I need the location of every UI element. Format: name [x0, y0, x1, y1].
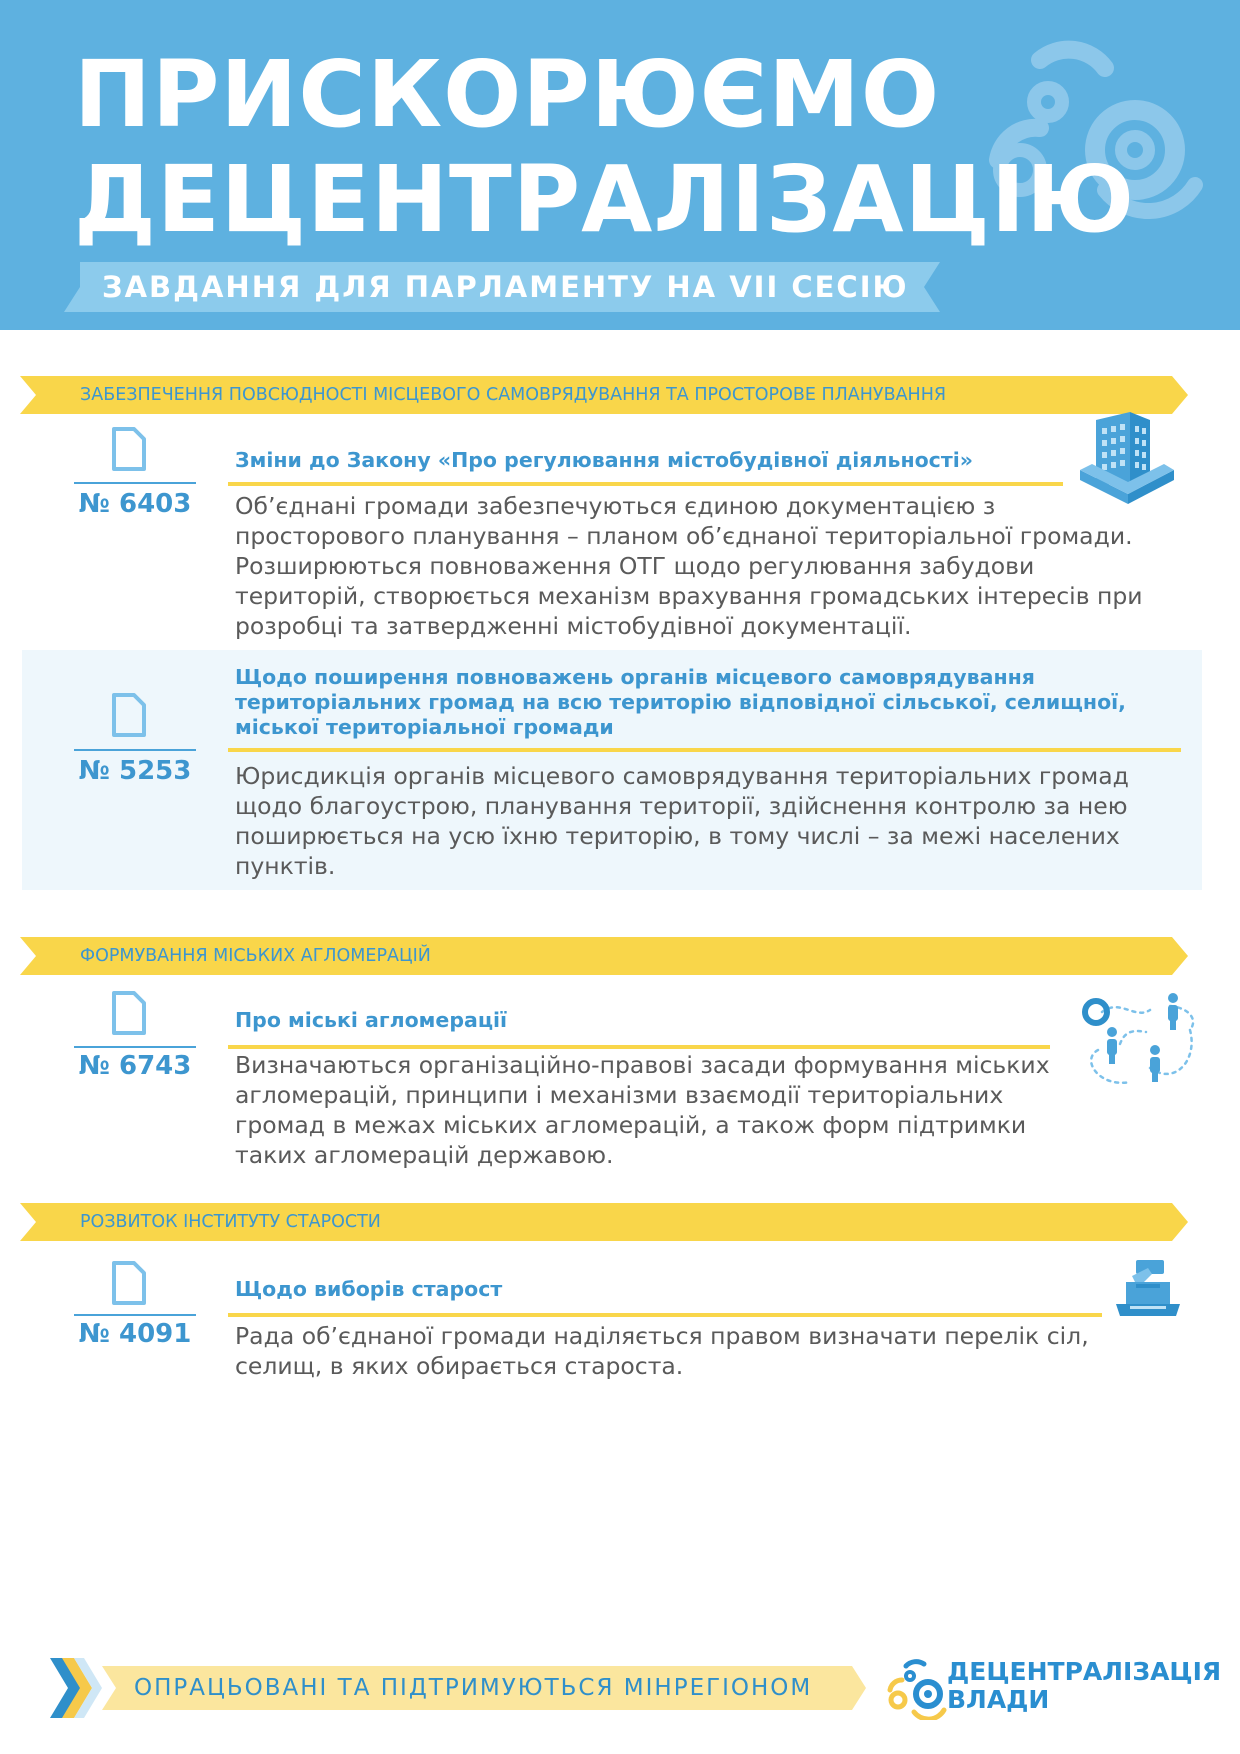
- document-icon: [111, 1260, 147, 1306]
- description-line: просторового планування – планом об’єднаної територіальної громади.: [235, 522, 1133, 550]
- bill-title: Щодо виборів старост: [235, 1277, 503, 1301]
- footer-text: ОПРАЦЬОВАНІ ТА ПІДТРИМУЮТЬСЯ МІНРЕГІОНОМ: [134, 1675, 813, 1701]
- title-underline: [228, 482, 1063, 486]
- bill-number-rule: [74, 749, 196, 751]
- page-title-line-1: ПРИСКОРЮЄМО: [74, 41, 941, 148]
- decentralization-logo-icon: [884, 1656, 950, 1720]
- title-underline: [228, 1045, 1050, 1049]
- description-line: територій, створюється механізм врахування громадських інтересів при: [235, 582, 1143, 610]
- page-subtitle: ЗАВДАННЯ ДЛЯ ПАРЛАМЕНТУ НА VII СЕСІЮ: [102, 270, 909, 304]
- bill-number: № 4091: [78, 1319, 192, 1349]
- bill-title-line: територіальних громад на всю територію відповідної сільської, селищної,: [235, 690, 1126, 714]
- bill-number: № 6743: [78, 1051, 192, 1081]
- document-icon: [111, 426, 147, 472]
- bill-number: № 5253: [78, 756, 192, 786]
- section-title: ФОРМУВАННЯ МІСЬКИХ АГЛОМЕРАЦІЙ: [80, 946, 431, 966]
- description-line: Розширюються повноваження ОТГ щодо регулювання забудови: [235, 552, 1035, 580]
- building-icon: [1078, 408, 1176, 504]
- ballot-box-icon: [1114, 1258, 1182, 1320]
- bill-description: [235, 1321, 1089, 1381]
- bill-number: № 6403: [78, 489, 192, 519]
- bill-description: [235, 491, 1143, 641]
- title-underline: [228, 1313, 1102, 1317]
- brand-name-line-1: ДЕЦЕНТРАЛІЗАЦІЯ: [947, 1657, 1222, 1686]
- bill-number-rule: [74, 1046, 196, 1048]
- bill-number-rule: [74, 1314, 196, 1316]
- bill-description: [235, 1050, 1050, 1170]
- title-underline: [228, 748, 1181, 752]
- bill-title-line: Щодо поширення повноважень органів місцевого самоврядування: [235, 665, 1035, 689]
- bill-title: [235, 665, 1126, 740]
- description-line: Визначаються організаційно-правові засади формування міських: [235, 1051, 1050, 1079]
- bill-number-rule: [74, 482, 196, 484]
- description-line: громад в межах міських агломерацій, а також форм підтримки: [235, 1111, 1027, 1139]
- bill-title: Про міські агломерації: [235, 1008, 508, 1032]
- document-icon: [111, 692, 147, 738]
- description-line: Об’єднані громади забезпечуються єдиною документацією з: [235, 492, 996, 520]
- chevron-arrows-icon: [48, 1652, 104, 1724]
- bill-title: Зміни до Закону «Про регулювання містобудівної діяльності»: [235, 448, 973, 472]
- description-line: таких агломерацій державою.: [235, 1141, 614, 1169]
- section-title: РОЗВИТОК ІНСТИТУТУ СТАРОСТИ: [80, 1212, 381, 1232]
- section-title: ЗАБЕЗПЕЧЕННЯ ПОВСЮДНОСТІ МІСЦЕВОГО САМОВРЯДУВАННЯ ТА ПРОСТОРОВЕ ПЛАНУВАННЯ: [80, 385, 947, 405]
- description-line: розробці та затвердженні містобудівної документації.: [235, 612, 912, 640]
- bill-description: [235, 761, 1129, 881]
- people-network-icon: [1080, 990, 1200, 1090]
- description-line: щодо благоустрою, планування території, здійснення контролю за нею: [235, 792, 1128, 820]
- description-line: Рада об’єднаної громади наділяється правом визначати перелік сіл,: [235, 1322, 1089, 1350]
- header-banner: [0, 0, 1240, 330]
- description-line: Юрисдикція органів місцевого самоврядування територіальних громад: [235, 762, 1129, 790]
- page-title-line-2: ДЕЦЕНТРАЛІЗАЦІЮ: [74, 146, 1136, 253]
- document-icon: [111, 990, 147, 1036]
- brand-name-line-2: ВЛАДИ: [947, 1685, 1050, 1714]
- bill-title-line: міської територіальної громади: [235, 715, 614, 739]
- description-line: селищ, в яких обирається староста.: [235, 1352, 684, 1380]
- description-line: поширюється на усю їхню територію, в тому числі – за межі населених: [235, 822, 1120, 850]
- description-line: пунктів.: [235, 852, 336, 880]
- description-line: агломерацій, принципи і механізми взаємодії територіальних: [235, 1081, 1004, 1109]
